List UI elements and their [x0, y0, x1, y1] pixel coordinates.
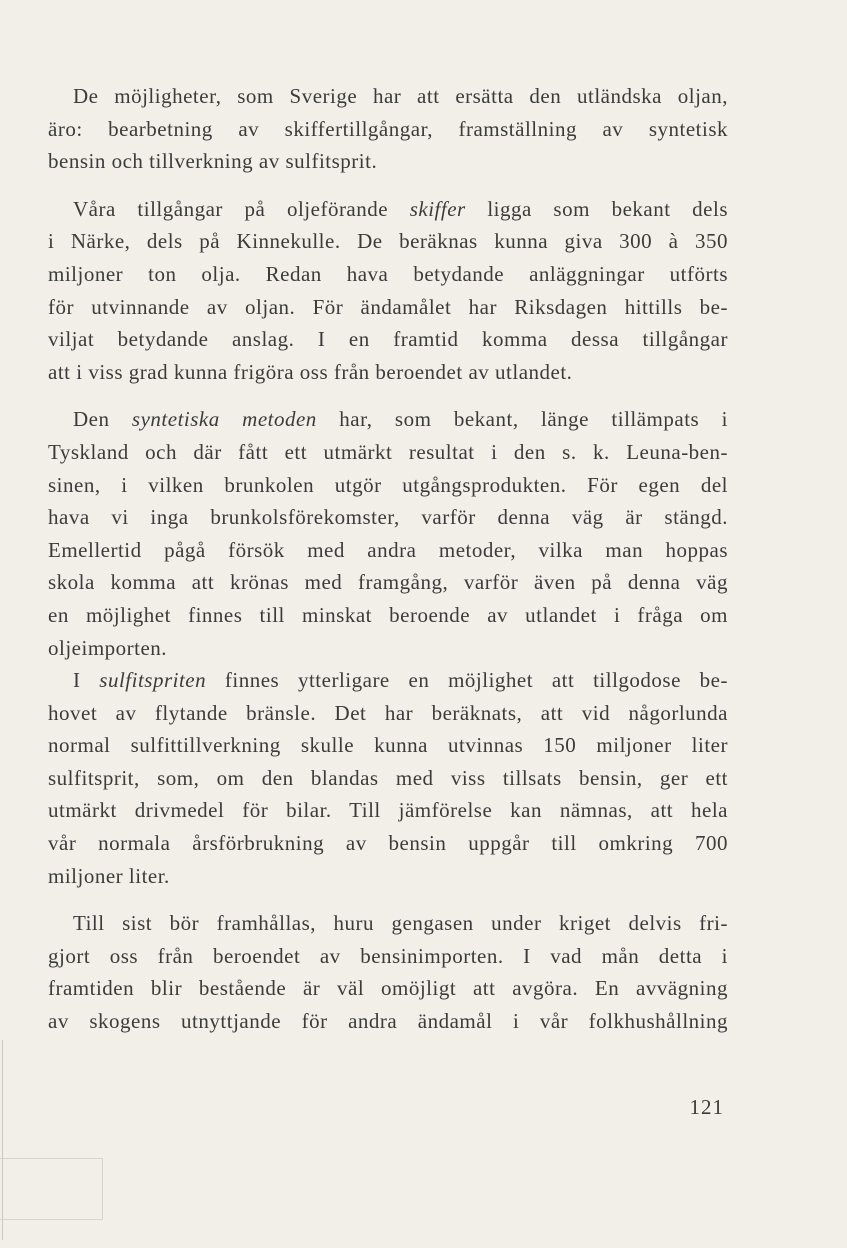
text-line: äro: bearbetning av skiffertillgångar, framställning av syntetisk — [48, 116, 728, 141]
paragraph-3 — [48, 403, 728, 664]
text-line: Till sist bör framhållas, huru gengasen under kriget delvis fri- — [73, 911, 728, 936]
text-run: har, som bekant, länge tillämpats i — [316, 407, 728, 432]
text-run: Våra tillgångar på oljeförande — [73, 196, 410, 221]
text-run: I — [73, 668, 100, 693]
text-run: ligga som bekant dels — [465, 196, 728, 221]
text-run: finnes ytterligare en möjlighet att tillgodose be- — [206, 668, 728, 693]
paragraph-1 — [48, 80, 728, 178]
text-line: vår normala årsförbrukning av bensin uppgår till omkring 700 — [48, 831, 728, 856]
text-line: Emellertid pågå försök med andra metoder, vilka man hoppas — [48, 537, 728, 562]
text-line: att i viss grad kunna frigöra oss från beroendet av utlandet. — [48, 359, 573, 384]
paragraph-4 — [48, 664, 728, 892]
text-line: bensin och tillverkning av sulfitsprit. — [48, 149, 378, 174]
text-line: sinen, i vilken brunkolen utgör utgångsprodukten. För egen del — [48, 472, 728, 497]
text-line: De möjligheter, som Sverige har att ersätta den utländska oljan, — [73, 84, 728, 108]
text-line: utmärkt drivmedel för bilar. Till jämförelse kan nämnas, att hela — [48, 798, 728, 823]
body-text — [48, 80, 728, 1038]
text-line: miljoner ton olja. Redan hava betydande anläggningar utförts — [48, 261, 728, 286]
text-run: Den — [73, 407, 132, 432]
text-line: hovet av flytande bränsle. Det har beräknats, att vid någorlunda — [48, 700, 728, 725]
emphasis-sulfitspriten: sulfitspriten — [99, 668, 207, 693]
text-line: normal sulfittillverkning skulle kunna utvinnas 150 miljoner liter — [48, 733, 728, 758]
text-line — [48, 403, 728, 436]
text-line: av skogens utnyttjande för andra ändamål i vår folkhushållning — [48, 1009, 728, 1034]
text-line: framtiden blir bestående är väl omöjligt att avgöra. En avvägning — [48, 976, 728, 1001]
paragraph-2 — [48, 193, 728, 389]
text-line: hava vi inga brunkolsförekomster, varför denna väg är stängd. — [48, 505, 728, 530]
emphasis-skiffer: skiffer — [409, 196, 466, 221]
text-line: skola komma att krönas med framgång, varför även på denna väg — [48, 570, 728, 595]
text-line — [48, 193, 728, 226]
text-line: Tyskland och där fått ett utmärkt resultat i den s. k. Leuna-ben- — [48, 439, 728, 464]
paragraph-5 — [48, 907, 728, 1037]
emphasis-syntetiska-metoden: syntetiska metoden — [131, 407, 317, 432]
text-line: en möjlighet finnes till minskat beroende av utlandet i fråga om — [48, 602, 728, 627]
page-number: 121 — [689, 1095, 724, 1119]
text-line: oljeimporten. — [48, 635, 168, 660]
text-line: miljoner liter. — [48, 863, 170, 888]
text-line — [48, 664, 728, 697]
text-line: viljat betydande anslag. I en framtid komma dessa tillgångar — [48, 327, 728, 352]
text-line: sulfitsprit, som, om den blandas med viss tillsats bensin, ger ett — [48, 765, 728, 790]
text-line: för utvinnande av oljan. För ändamålet har Riksdagen hittills be- — [48, 294, 728, 319]
text-line: gjort oss från beroendet av bensinimporten. I vad mån detta i — [48, 943, 728, 968]
scan-corner-mark — [0, 1158, 103, 1220]
text-line: i Närke, dels på Kinnekulle. De beräknas kunna giva 300 à 350 — [48, 229, 728, 254]
